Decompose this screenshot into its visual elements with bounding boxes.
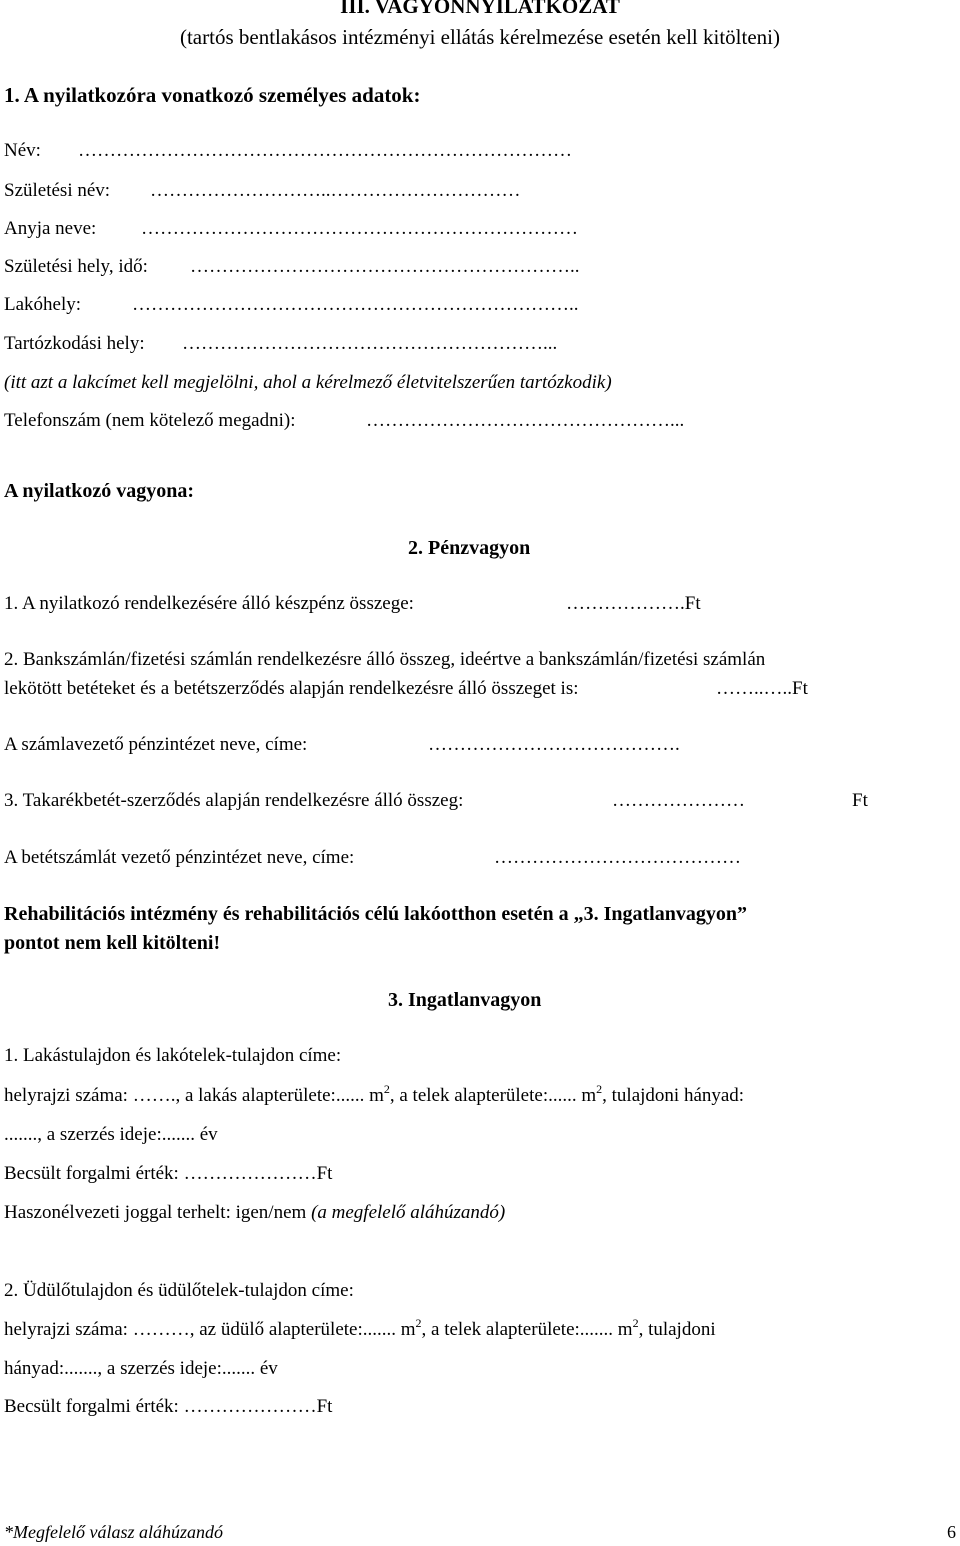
residence-label: Lakóhely: — [4, 294, 82, 315]
holiday-line-1 — [4, 1316, 716, 1341]
residence-field: …………………………………………………………….. — [132, 294, 579, 315]
apartment-share-label: , tulajdoni hányad: — [602, 1085, 745, 1106]
holiday-area-unit-sup: 2 — [415, 1316, 422, 1330]
page-subtitle: (tartós bentlakásos intézményi ellátás kérelmezése esetén kell kitölteni) — [179, 25, 781, 49]
phone-label: Telefonszám (nem kötelező megadni): — [4, 410, 296, 431]
stay-place-row — [4, 333, 558, 355]
birth-place-date-field: …………………………………………………….. — [190, 256, 580, 277]
apartment-usufruct-row — [4, 1202, 505, 1224]
name-row — [4, 140, 572, 162]
rehab-note-line-1: Rehabilitációs intézmény és rehabilitációs célú lakóotthon esetén a „3. Ingatlanvagyon” — [4, 903, 747, 925]
personal-data-heading: 1. A nyilatkozóra vonatkozó személyes adatok: — [4, 83, 421, 107]
savings-field: ………………… — [612, 790, 745, 811]
money-heading: 2. Pénzvagyon — [408, 537, 531, 559]
mother-name-row — [4, 218, 578, 240]
birth-name-label: Születési név: — [4, 180, 111, 201]
holiday-plot-area: helyrajzi száma: ………, az üdülő alapterülete:....... m — [4, 1319, 416, 1340]
apartment-lot-unit-sup: 2 — [596, 1082, 603, 1096]
cash-row — [4, 593, 701, 615]
bank-institution-label: A számlavezető pénzintézet neve, címe: — [4, 734, 308, 755]
name-label: Név: — [4, 140, 41, 161]
phone-row — [4, 410, 685, 432]
name-field: …………………………………………………………………… — [78, 140, 572, 161]
birth-place-date-label: Születési hely, idő: — [4, 256, 148, 277]
residence-row — [4, 294, 579, 316]
holiday-lot-unit-sup: 2 — [632, 1316, 639, 1330]
phone-field: …………………………………………... — [366, 410, 685, 431]
savings-institution-field: ………………………………… — [494, 847, 741, 868]
cash-field: ……………….Ft — [566, 593, 701, 614]
mother-name-label: Anyja neve: — [4, 218, 97, 239]
apartment-value: Becsült forgalmi érték: …………………Ft — [4, 1163, 333, 1184]
savings-institution-row — [4, 847, 741, 869]
holiday-value: Becsült forgalmi érték: …………………Ft — [4, 1396, 333, 1417]
apartment-lot-area: , a telek alapterülete:...... m — [389, 1085, 597, 1106]
savings-label: 3. Takarékbetét-szerződés alapján rendelkezésre álló összeg: — [4, 790, 464, 811]
rehab-note-line-2: pontot nem kell kitölteni! — [4, 932, 221, 954]
page-number: 6 — [947, 1522, 956, 1542]
savings-row — [4, 790, 868, 812]
cash-label: 1. A nyilatkozó rendelkezésére álló készpénz összege: — [4, 593, 414, 614]
apartment-line-2: ......., a szerzés ideje:....... év — [4, 1124, 218, 1145]
apartment-usufruct-label: Haszonélvezeti joggal terhelt: igen/nem — [4, 1202, 307, 1223]
footer-note: *Megfelelő válasz aláhúzandó — [4, 1522, 223, 1542]
birth-place-date-row — [4, 256, 580, 278]
apartment-line-1 — [4, 1082, 745, 1107]
holiday-title: 2. Üdülőtulajdon és üdülőtelek-tulajdon címe: — [4, 1280, 354, 1301]
apartment-title: 1. Lakástulajdon és lakótelek-tulajdon címe: — [4, 1045, 342, 1066]
birth-name-row — [4, 180, 521, 202]
apartment-plot-area: helyrajzi száma: ……., a lakás alapterülete:...... m — [4, 1085, 384, 1106]
bank-field: ……..…..Ft — [716, 678, 808, 699]
savings-institution-label: A betétszámlát vezető pénzintézet neve, címe: — [4, 847, 355, 868]
mother-name-field: …………………………………………………………… — [141, 218, 578, 239]
apartment-area-unit-sup: 2 — [383, 1082, 390, 1096]
bank-institution-field: …………………………………. — [428, 734, 680, 755]
stay-place-label: Tartózkodási hely: — [4, 333, 145, 354]
holiday-lot-area: , a telek alapterülete:....... m — [421, 1319, 633, 1340]
stay-place-field: …………………………………………………... — [182, 333, 558, 354]
bank-institution-row — [4, 734, 680, 756]
bank-row — [4, 678, 808, 700]
assets-heading: A nyilatkozó vagyona: — [4, 480, 195, 502]
stay-place-note: (itt azt a lakcímet kell megjelölni, ahol a kérelmező életvitelszerűen tartózkodik) — [4, 372, 612, 393]
bank-line-1: 2. Bankszámlán/fizetési számlán rendelkezésre álló összeg, ideértve a bankszámlán/fizetési számlán — [4, 649, 766, 670]
birth-name-field: ………………………..………………………… — [150, 180, 521, 201]
apartment-usufruct-note: (a megfelelő aláhúzandó) — [311, 1202, 506, 1223]
holiday-share-label: , tulajdoni — [638, 1319, 716, 1340]
bank-line-2: lekötött betéteket és a betétszerződés alapján rendelkezésre álló összeget is: — [4, 678, 579, 699]
property-heading: 3. Ingatlanvagyon — [388, 989, 542, 1011]
holiday-line-2: hányad:......., a szerzés ideje:....... év — [4, 1358, 278, 1379]
page-title: III. VAGYONNYILATKOZAT — [340, 0, 620, 18]
savings-unit: Ft — [852, 790, 868, 811]
